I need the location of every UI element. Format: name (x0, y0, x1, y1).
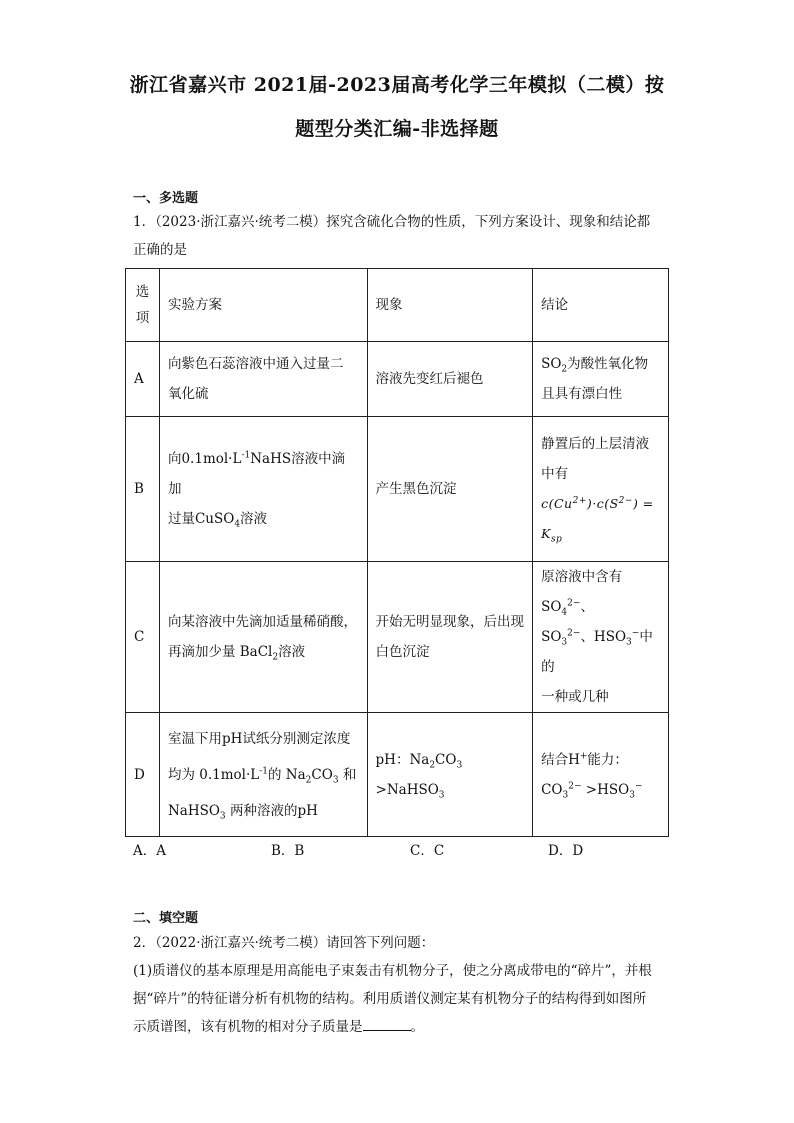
row-b-plan: 向$0.1mol\cdot L^{-1}NaHS$溶液中滴加 过量CuSO$_4$溶液 (159, 417, 367, 562)
table-row (126, 342, 669, 417)
question-1-stem-line2: 正确的是 (133, 242, 187, 258)
question-2 (133, 929, 673, 1041)
row-a-conclusion: $SO_2$为酸性氧化物 且具有漂白性 (533, 342, 669, 417)
row-d-conclusion: 结合H+能力： $CO_3^{2-} >HSO_3^-$ (533, 713, 669, 837)
doc-title-line2: 题型分类汇编-非选择题 (295, 118, 499, 140)
section-heading-multi-choice: 一、多选题 (133, 191, 199, 206)
question-1-table (125, 268, 669, 837)
header-conclusion: 结论 (533, 269, 669, 342)
option-d[interactable]: D．D (548, 843, 584, 859)
row-a-plan: 向紫色石蕊溶液中通入过量二 氧化硫 (159, 342, 367, 417)
row-d-plan: 室温下用pH试纸分别测定浓度 均为 $0.1mol\cdot L^{-1}$的 $Na_2CO_3$ 和 NaHSO$_3$ 两种溶液的pH (159, 713, 367, 837)
header-plan: 实验方案 (159, 269, 367, 342)
question-2-part1-line3-text: 示质谱图，该有机物的相对分子质量是 (133, 1019, 363, 1035)
section-heading-fill-in: 二、填空题 (133, 911, 199, 926)
question-1-stem (133, 208, 673, 264)
question-2-part1-line2: 据“碎片”的特征谱分析有机物的结构。利用质谱仪测定某有机物分子的结构得到如图所 (133, 991, 647, 1007)
option-c[interactable]: C．C (410, 843, 445, 859)
question-2-part1-line1: (1)质谱仪的基本原理是用高能电子束轰击有机物分子，使之分离成带电的“碎片”，并根 (133, 963, 652, 979)
question-2-part1-line3 (133, 1013, 673, 1041)
row-b-phenomenon: 产生黑色沉淀 (367, 417, 533, 562)
table-row (126, 417, 669, 562)
header-phenomenon: 现象 (367, 269, 533, 342)
question-2-stem: 2．（2022·浙江嘉兴·统考二模）请回答下列问题： (133, 935, 435, 951)
row-a-phenomenon: 溶液先变红后褪色 (367, 342, 533, 417)
table-row (126, 713, 669, 837)
option-b[interactable]: B．B (271, 843, 305, 859)
answer-blank[interactable] (363, 1016, 411, 1031)
ksp-formula: $c(Cu^{2+})\cdot c(S^{2-}) = K_{sp}$ (541, 495, 654, 545)
doc-title-line1: 浙江省嘉兴市 2021届-2023届高考化学三年模拟（二模）按 (129, 74, 665, 96)
question-2-part1-end: 。 (410, 1019, 424, 1035)
row-b-conclusion: 静置后的上层清液 中有 $c(Cu^{2+})\cdot c(S^{2-}) = K_{sp}$ (533, 417, 669, 562)
row-c-conclusion: 原溶液中含有$SO_4^{2-}$、 $SO_3^{2-}$、$HSO_3^-$中的 一种或几种 (533, 562, 669, 713)
table-header-row (126, 269, 669, 342)
row-c-plan: 向某溶液中先滴加适量稀硝酸， 再滴加少量 BaCl$_2$溶液 (159, 562, 367, 713)
table-row (126, 562, 669, 713)
row-a-option: A (126, 342, 160, 417)
row-d-option: D (126, 713, 160, 837)
option-a[interactable]: A．A (133, 843, 166, 859)
question-1-stem-line1: 1．（2023·浙江嘉兴·统考二模）探究含硫化合物的性质，下列方案设计、现象和结论都 (133, 214, 651, 230)
row-b-option: B (126, 417, 160, 562)
row-d-phenomenon: pH：$Na_2CO_3$ >NaHSO$_3$ (367, 713, 533, 837)
header-option: 选 项 (126, 269, 160, 342)
row-c-phenomenon: 开始无明显现象，后出现 白色沉淀 (367, 562, 533, 713)
row-c-option: C (126, 562, 160, 713)
